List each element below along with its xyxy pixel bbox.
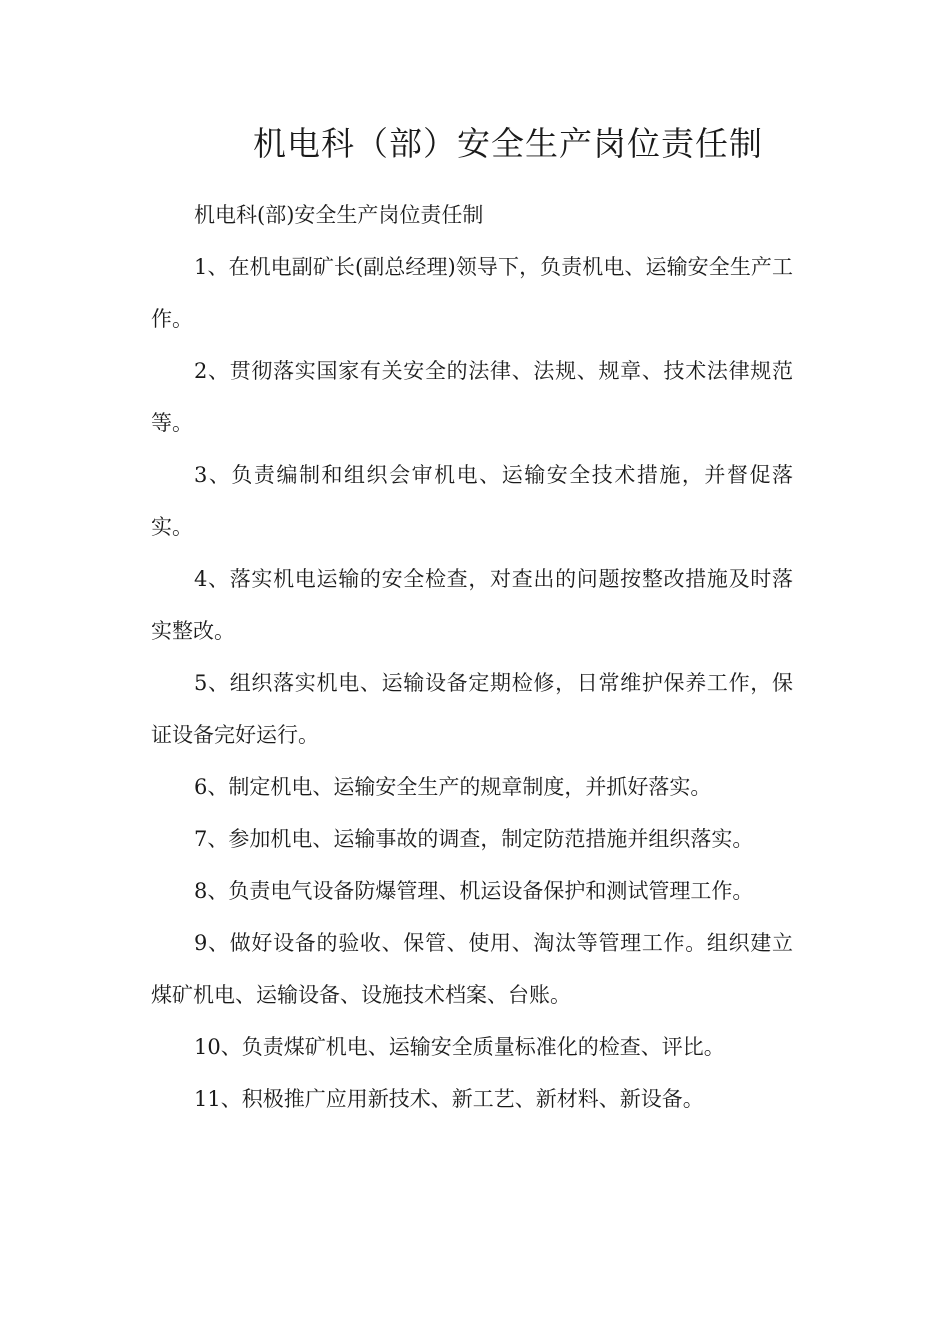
paragraph-item-6: 6、制定机电、运输安全生产的规章制度，并抓好落实。 (194, 775, 712, 799)
paragraph-item-11: 11、积极推广应用新技术、新工艺、新材料、新设备。 (194, 1087, 704, 1111)
document-body (151, 189, 793, 1125)
document-title: 机电科（部）安全生产岗位责任制 (253, 124, 763, 163)
paragraph-item-2: 2、贯彻落实国家有关安全的法律、法规、规章、技术法律规范等。 (151, 359, 793, 435)
paragraph-item-1: 1、在机电副矿长(副总经理)领导下，负责机电、运输安全生产工作。 (151, 255, 793, 331)
paragraph-heading: 机电科(部)安全生产岗位责任制 (194, 203, 484, 227)
paragraph-item-10: 10、负责煤矿机电、运输安全质量标准化的检查、评比。 (194, 1035, 725, 1059)
paragraph-item-8: 8、负责电气设备防爆管理、机运设备保护和测试管理工作。 (194, 879, 754, 903)
paragraph-item-7: 7、参加机电、运输事故的调查，制定防范措施并组织落实。 (194, 827, 754, 851)
paragraph-item-5: 5、组织落实机电、运输设备定期检修，日常维护保养工作，保证设备完好运行。 (151, 671, 793, 747)
paragraph-item-4: 4、落实机电运输的安全检查，对查出的问题按整改措施及时落实整改。 (151, 567, 793, 643)
paragraph-item-3: 3、负责编制和组织会审机电、运输安全技术措施，并督促落实。 (151, 463, 793, 539)
paragraph-item-9: 9、做好设备的验收、保管、使用、淘汰等管理工作。组织建立煤矿机电、运输设备、设施技术档案、台账。 (151, 931, 793, 1007)
